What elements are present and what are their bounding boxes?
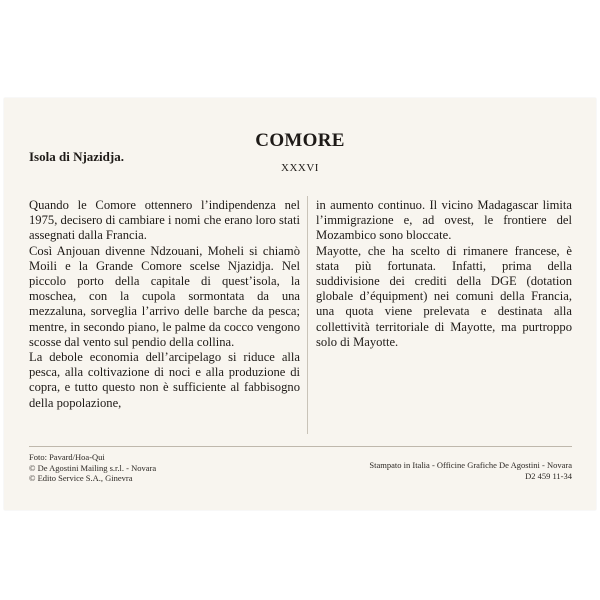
column-divider — [307, 196, 308, 434]
footer-divider — [29, 446, 572, 447]
credit-line: Foto: Pavard/Hoa-Qui — [29, 452, 105, 462]
printer-info — [369, 460, 572, 481]
printed-in: Stampato in Italia - Officine Grafiche De Agostini - Novara — [369, 460, 572, 470]
paragraph: Quando le Comore ottennero l’indipendenza nel 1975, decisero di cambiare i nomi che erano loro stati assegnati dalla Francia. — [29, 198, 300, 243]
text-column-left — [29, 198, 300, 411]
place-name: Isola di Njazidja. — [29, 149, 124, 164]
text-column-right — [316, 198, 572, 350]
paragraph: Mayotte, che ha scelto di rimanere francese, è stata più fortunata. Infatti, prima della suddivisione dei crediti della DGE (dotation globale d’équipment) nei comuni della Francia, una quota viene prelevata e destinata alla collettività territoriale di Mayotte, ma purtroppo solo di Mayotte. — [316, 243, 572, 349]
credit-line: © De Agostini Mailing s.r.l. - Novara — [29, 462, 157, 473]
paragraph: in aumento continuo. Il vicino Madagascar limita l’immigrazione e, ad ovest, le frontiere del Mozambico sono bloccate. — [316, 198, 572, 243]
credit-line: © Edito Service S.A., Ginevra — [29, 473, 133, 483]
product-code: D2 459 11-34 — [525, 470, 572, 481]
card-number: XXXVI — [281, 162, 319, 174]
card-title: COMORE — [255, 130, 345, 151]
photo-credits — [29, 452, 156, 484]
paragraph: Così Anjouan divenne Ndzouani, Moheli si chiamò Moili e la Grande Comore scelse Njazidja. Nel piccolo porto della capitale di quest’isola, la moschea, con la cupola sormontata da una mezzaluna, sorveglia l’arrivo delle barche da pesca; mentre, in secondo piano, le palme da cocco vengono scosse dal vento sul pendio della collina. — [29, 243, 300, 349]
paragraph: La debole economia dell’arcipelago si riduce alla pesca, alla coltivazione di noci e alla produzione di copra, e tutto questo non è sufficiente al fabbisogno della popolazione, — [29, 350, 300, 410]
